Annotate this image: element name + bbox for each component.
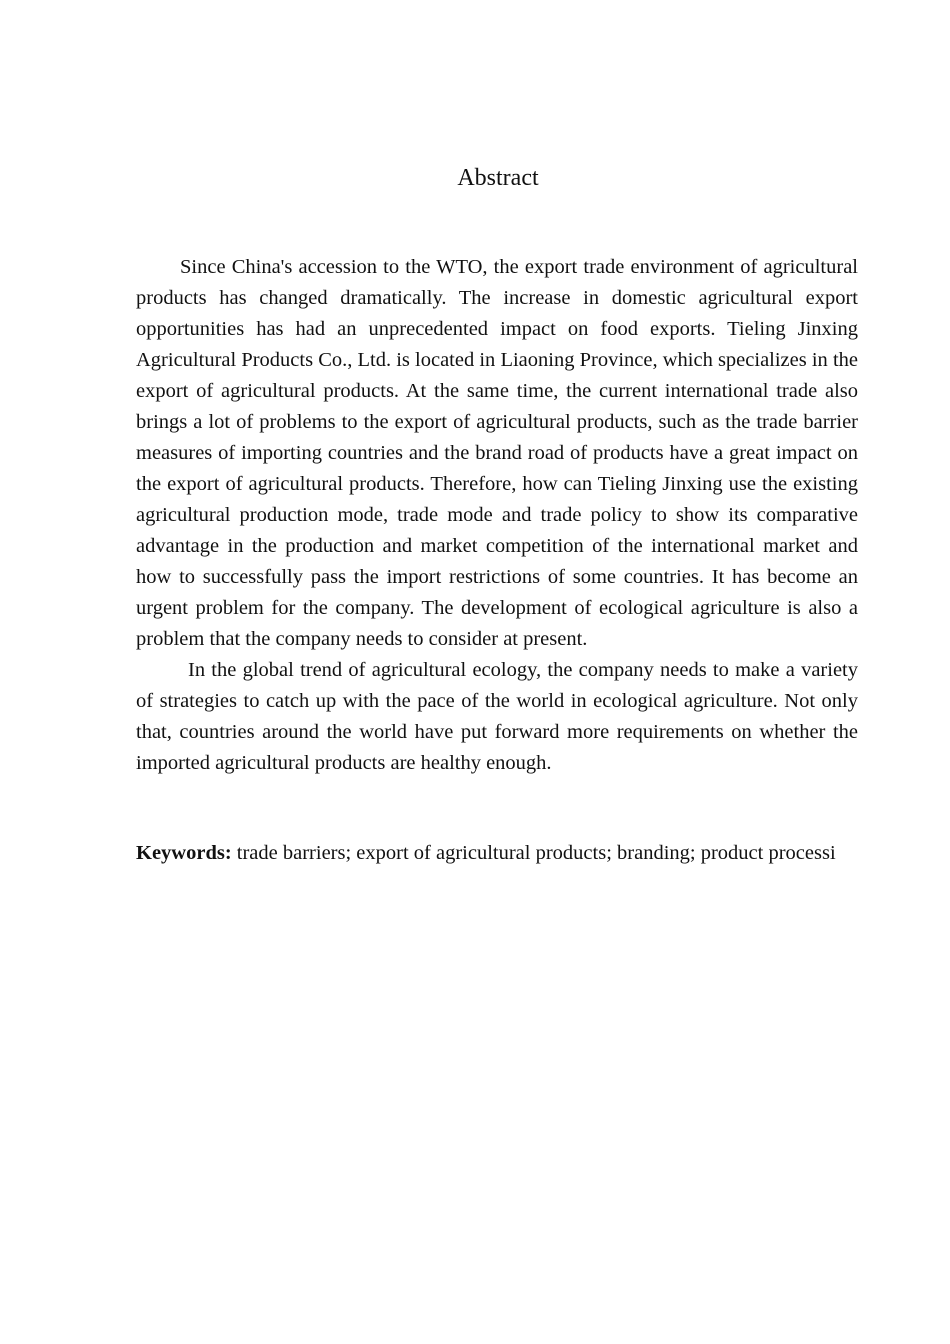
keywords-list: trade barriers; export of agricultural products; branding; product processi <box>236 842 836 864</box>
abstract-paragraph-1: Since China's accession to the WTO, the export trade environment of agricultural products has changed dramatically. The increase in domestic agricultural export opportunities has had an unprecedented impact on food exports. Tieling Jinxing Agricultural Products Co., Ltd. is located in Liaoning Province, which specializes in the export of agricultural products. At the same time, the current international trade also brings a lot of problems to the export of agricultural products, such as the trade barrier measures of importing countries and the brand road of products have a great impact on the export of agricultural products. Therefore, how can Tieling Jinxing use the existing agricultural production mode, trade mode and trade policy to show its comparative advantage in the production and market competition of the international market and how to successfully pass the import restrictions of some countries. It has become an urgent problem for the company. The development of ecological agriculture is also a problem that the company needs to consider at present. <box>136 256 858 650</box>
abstract-paragraph-2: In the global trend of agricultural ecology, the company needs to make a variety of strategies to catch up with the pace of the world in ecological agriculture. Not only that, countries around the world have put forward more requirements on whether the imported agricultural products are healthy enough. <box>136 659 858 774</box>
keywords-label: Keywords: <box>136 842 232 864</box>
keywords-line <box>136 838 858 869</box>
abstract-body <box>136 252 858 779</box>
abstract-title: Abstract <box>457 165 539 191</box>
